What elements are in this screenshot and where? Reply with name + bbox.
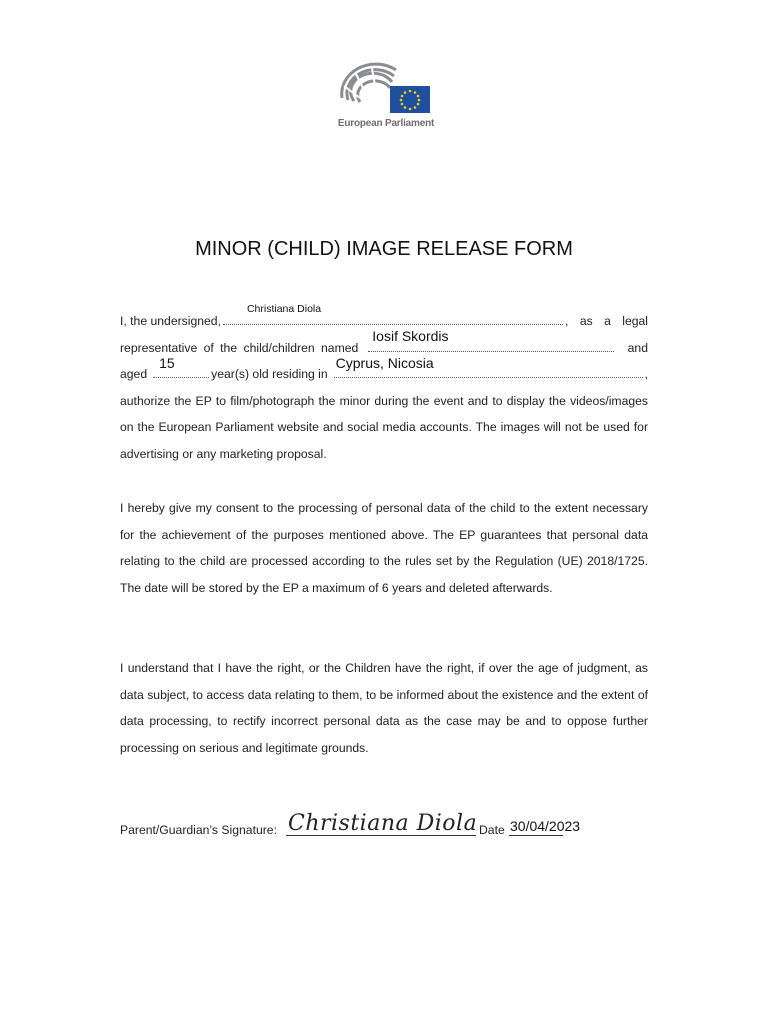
date-label: Date [479, 823, 505, 837]
undersigned-label: I, the undersigned, [120, 314, 221, 328]
and-label: and [627, 340, 648, 355]
age-value: 15 [159, 354, 175, 371]
comma: , [644, 367, 648, 382]
authorization-text: authorize the EP to film/photograph the minor during the event and to display the videos/images on the European Parliament website and social media accounts. The images will not be used for advertising or any marketing proposal. [120, 393, 648, 461]
form-title: MINOR (CHILD) IMAGE RELEASE FORM [195, 238, 573, 260]
logo-wordmark: European Parliament [337, 118, 435, 129]
paragraph-authorization [120, 303, 648, 468]
representative-label: representative of the child/children named [120, 340, 359, 355]
date-value: 30/04/2023 [510, 818, 581, 834]
legal-label: , as a legal [565, 314, 648, 328]
date-line[interactable] [509, 835, 563, 836]
residence-field[interactable] [334, 354, 643, 378]
residence-value: Cyprus, Nicosia [335, 354, 434, 371]
signer-name-value: Christiana Diola [246, 303, 322, 316]
paragraph-rights: I understand that I have the right, or the Children have the right, if over the age of judgment, as data subject, to access data relating to them, to be informed about the existence and the extent of data processing, to rectify incorrect personal data as the case may be and to oppose further processing on serious and legitimate grounds. [120, 661, 648, 755]
european-parliament-logo [336, 60, 436, 134]
parliament-hemicycle-icon [336, 60, 436, 116]
aged-label: aged [120, 367, 148, 382]
signature-value: Christiana Diola [288, 811, 478, 836]
age-field[interactable] [153, 354, 209, 378]
residing-label: year(s) old residing in [211, 367, 328, 382]
signature-label: Parent/Guardian’s Signature: [120, 823, 277, 837]
signature-row [120, 812, 640, 842]
paragraph-consent: I hereby give my consent to the processing of personal data of the child to the extent necessary for the achievement of the purposes mentioned above. The EP guarantees that personal data relating to the child are processed according to the rules set by the Regulation (UE) 2018/1725. The date will be stored by the EP a maximum of 6 years and deleted afterwards. [120, 501, 648, 595]
child-name-value: Iosif Skordis [372, 328, 449, 344]
line-age-residence [120, 354, 648, 388]
